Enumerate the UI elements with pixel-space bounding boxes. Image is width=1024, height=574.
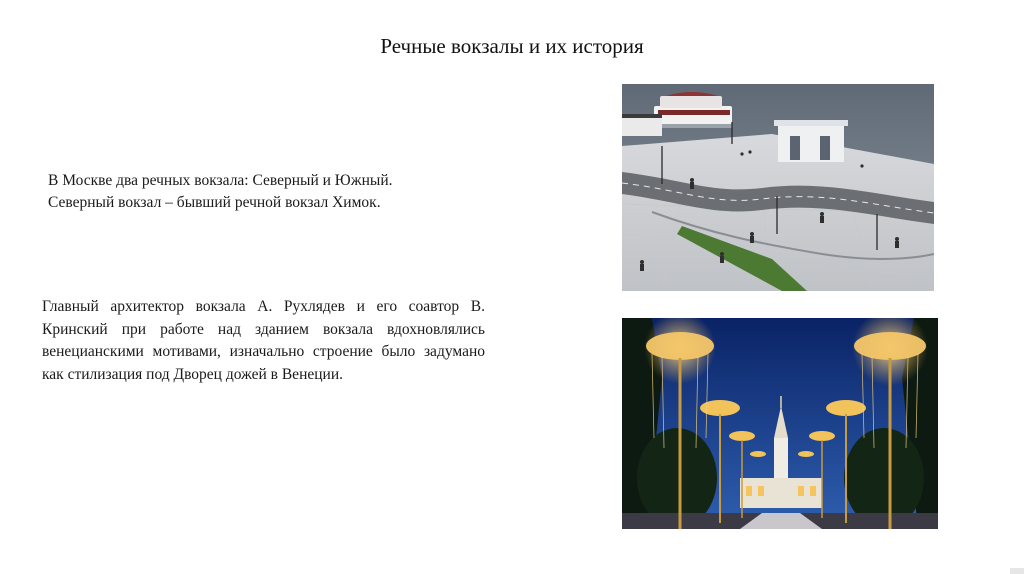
paragraph-architects: Главный архитектор вокзала А. Рухлядев и его соавтор В. Кринский при работе над зданием вокзала вдохновлялись венецианскими мотивами, изначально строение было задумано как стилизация под Дворец дожей в Венеции. [42,298,485,383]
night-alley-photo [622,318,938,529]
embankment-photo [622,84,934,291]
paragraph-stations [48,170,498,214]
slide-title: Речные вокзалы и их история [380,34,644,58]
paragraph-line: В Москве два речных вокзала: Северный и Южный. [48,172,393,189]
slide-corner-mark [1010,568,1024,574]
paragraph-line: Северный вокзал – бывший речной вокзал Химок. [48,194,381,211]
